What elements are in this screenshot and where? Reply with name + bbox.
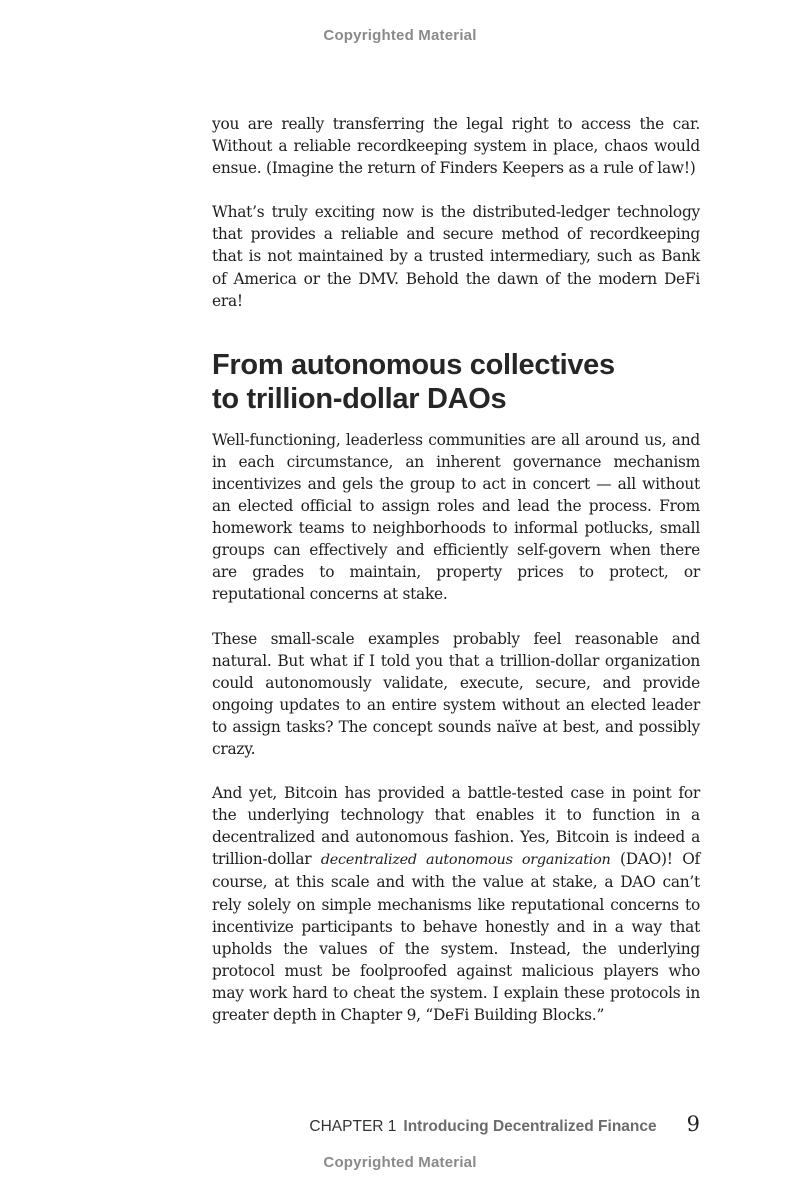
chapter-label: CHAPTER 1: [309, 1118, 397, 1135]
paragraph-text: And yet, Bitcoin has provided a battle-tested case in point for the underlying technology that enables it to function in a decentralized and autonomous fashion. Yes, Bitcoin is indeed a trillion-dollar: [212, 784, 700, 869]
copyright-watermark-top: Copyrighted Material: [323, 27, 477, 44]
page-number: 9: [686, 1112, 700, 1136]
body-paragraph: you are really transferring the legal right to access the car. Without a reliable recordkeeping system in place, chaos would ensue. (Imagine the return of Finders Keepers as a rule of law!): [212, 115, 700, 178]
paragraph-text: (DAO)! Of course, at this scale and with the value at stake, a DAO can’t rely solely on simple mechanisms like reputational concerns to incentivize participants to behave honestly and in a way that upholds the values of the system. Instead, the underlying protocol must be foolproofed against malicious players who may work hard to cheat the system. I explain these protocols in greater depth in Chapter 9, “DeFi Building Blocks.”: [212, 850, 701, 1024]
page-body: [212, 113, 700, 1048]
body-paragraph: What’s truly exciting now is the distributed-ledger technology that provides a reliable and secure method of recordkeeping that is not maintained by a trusted intermediary, such as Bank of America or the DMV. Behold the dawn of the modern DeFi era!: [212, 203, 700, 310]
page-footer: [309, 1112, 700, 1136]
section-heading-line-2: to trillion-dollar DAOs: [212, 382, 507, 415]
body-paragraph: These small-scale examples probably feel reasonable and natural. But what if I told you that a trillion-dollar organization could autonomously validate, execute, secure, and provide ongoing updates to an entire system without an elected leader to assign tasks? The concept sounds naïve at best, and possibly crazy.: [212, 629, 700, 758]
body-paragraph: Well-functioning, leaderless communities are all around us, and in each circumstance, an inherent governance mechanism incentivizes and gels the group to act in concert — all without an elected official to assign roles and lead the process. From homework teams to neighborhoods to informal potlucks, small groups can effectively and efficiently self-govern when there are grades to maintain, property prices to protect, or reputational concerns at stake.: [212, 430, 700, 604]
section-heading-line-1: From autonomous collectives: [212, 348, 615, 381]
italic-term: decentralized autonomous organization: [320, 852, 611, 869]
section-heading: [212, 348, 700, 416]
body-paragraph: [212, 782, 700, 1026]
copyright-watermark-bottom: Copyrighted Material: [323, 1154, 477, 1171]
chapter-title: Introducing Decentralized Finance: [403, 1118, 657, 1135]
